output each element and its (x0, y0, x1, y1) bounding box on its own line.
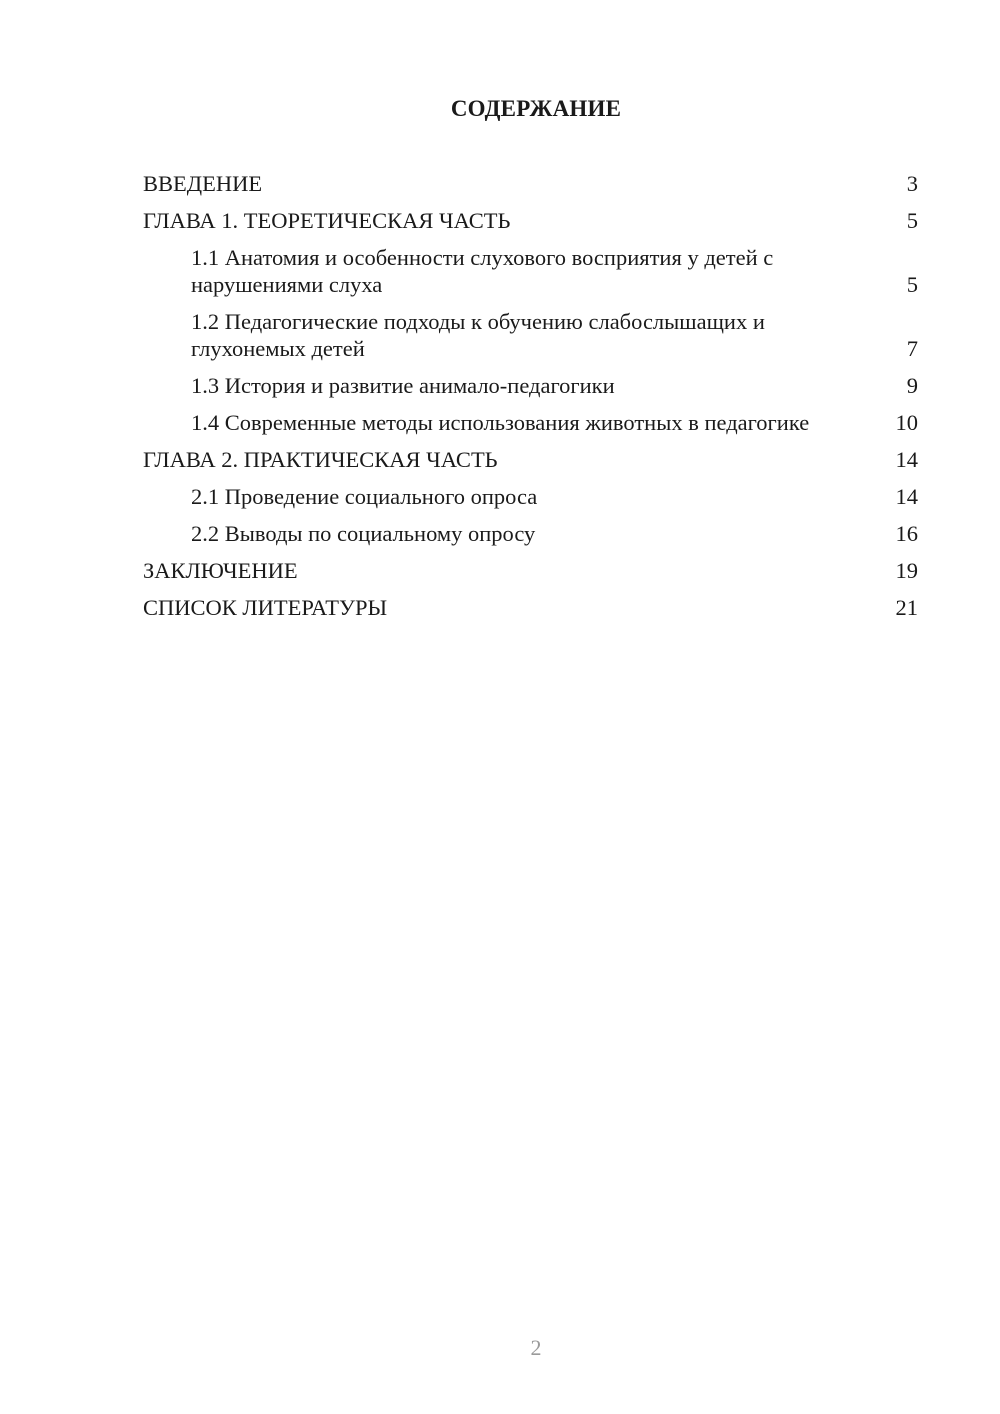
toc-entry-page: 9 (906, 373, 918, 398)
toc-entry (143, 308, 918, 362)
toc-entry (143, 520, 918, 547)
toc-entry-title: ВВЕДЕНИЕ (143, 171, 263, 196)
toc-entry (143, 170, 918, 197)
toc-entry-title: ГЛАВА 2. ПРАКТИЧЕСКАЯ ЧАСТЬ (143, 447, 498, 472)
toc-entry-page: 3 (906, 171, 918, 196)
toc-entry (143, 557, 918, 584)
page-number: 2 (530, 1335, 542, 1360)
toc-entry-title: 1.2 Педагогические подходы к обучению слабослышащих и глухонемых детей (191, 309, 765, 361)
toc-entry-title: ЗАКЛЮЧЕНИЕ (143, 558, 298, 583)
toc-entry (143, 244, 918, 298)
toc-entry (143, 483, 918, 510)
toc-entry (143, 409, 918, 436)
toc-entry (143, 372, 918, 399)
toc-entry-title: ГЛАВА 1. ТЕОРЕТИЧЕСКАЯ ЧАСТЬ (143, 208, 511, 233)
toc-entry-page: 5 (906, 208, 918, 233)
toc-entry (143, 594, 918, 621)
table-of-contents (143, 170, 918, 631)
toc-entry-page: 7 (906, 336, 918, 361)
toc-entry-title: 1.1 Анатомия и особенности слухового восприятия у детей с нарушениями слуха (191, 245, 774, 297)
toc-entry-page: 5 (906, 272, 918, 297)
toc-entry-page: 19 (895, 558, 918, 583)
toc-entry-page: 14 (895, 447, 918, 472)
toc-entry (143, 207, 918, 234)
toc-entry-page: 21 (895, 595, 918, 620)
toc-entry-page: 10 (895, 410, 918, 435)
toc-entry-title: СПИСОК ЛИТЕРАТУРЫ (143, 595, 388, 620)
toc-entry-title: 2.1 Проведение социального опроса (191, 484, 538, 509)
toc-entry-page: 14 (895, 484, 918, 509)
toc-entry-title: 2.2 Выводы по социальному опросу (191, 521, 536, 546)
toc-entry-title: 1.4 Современные методы использования животных в педагогике (191, 410, 810, 435)
page-title: СОДЕРЖАНИЕ (450, 96, 622, 121)
toc-entry (143, 446, 918, 473)
toc-entry-page: 16 (895, 521, 918, 546)
toc-entry-title: 1.3 История и развитие анимало-педагогики (191, 373, 615, 398)
